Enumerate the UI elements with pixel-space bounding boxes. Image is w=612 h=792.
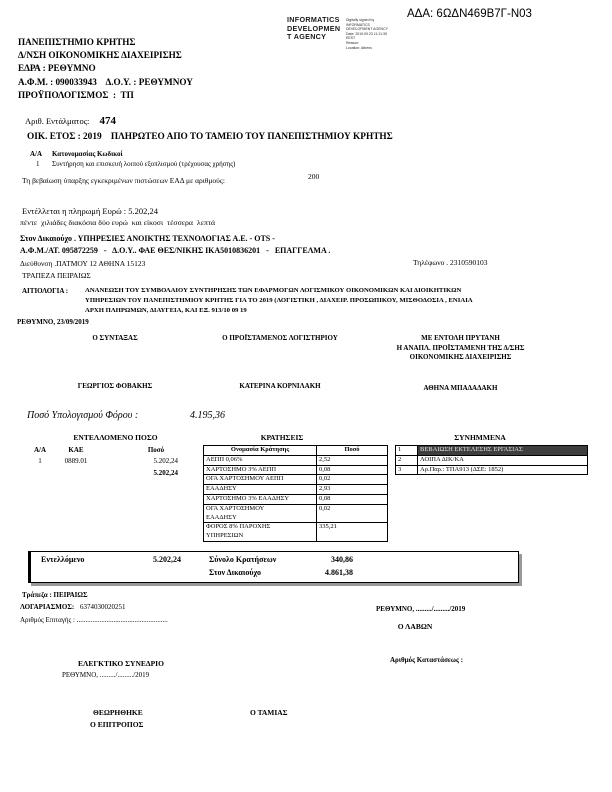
kae-col-aa: Α/Α [30,150,43,158]
signature-title-line: Η ΑΝΑΠΛ. ΠΡΟΪΣΤΑΜΕΝΗ ΤΗΣ Δ/ΣΗΣ [396,343,525,352]
summary-ordered-amount: 5.202,24 [153,555,181,564]
table-row [396,446,588,456]
payment-order-label: Εντέλλεται η πληρωμή Ευρώ : [22,206,127,216]
deduction-amount: 2,52 [317,455,388,465]
deduction-name: ΧΑΡΤΟΣΗΜΟ 3% ΕΑΑΔΗΣΥ [204,494,317,504]
ordered-header-amount: Ποσό [147,446,165,454]
summary-beneficiary-label: Στον Δικαιούχο [209,568,261,577]
org-budget: ΠΡΟΫΠΟΛΟΓΙΣΜΟΣ : ΤΠ [18,89,134,100]
deduction-name: ΧΑΡΤΟΣΗΜΟ 3% ΑΕΠΠ [204,465,317,475]
amount-in-words: πέντε χιλιάδες διακόσια δύο ευρώ και είκοσι τέσσερα λεπτά [20,218,216,227]
stamp-detail-line: DEVELOPMENT AGENCY [346,27,388,32]
justification-label: ΑΙΤΙΟΛΟΓΙΑ : [22,287,69,295]
signature-name-director: ΑΘΗΝΑ ΜΠΑΔΑΔΑΚΗ [423,384,498,392]
signature-title-director [368,334,553,363]
ordered-row-kae: 0889.01 [64,457,88,465]
deductions-header-name: Ονομασία Κράτησης [204,446,317,456]
beneficiary-line: Στον Δικαιούχο . ΥΠΗΡΕΣΙΕΣ ΑΝΟΙΚΤΗΣ ΤΕΧΝΟΛΟΓΙΑΣ Α.Ε. - OTS - [20,234,275,243]
fiscal-year-line: ΟΙΚ. ΕΤΟΣ : 2019 ΠΛΗΡΩΤΕΟ ΑΠΟ ΤΟ ΤΑΜΕΙΟ ΤΟΥ ΠΑΝΕΠΙΣΤΗΜΙΟΥ ΚΡΗΤΗΣ [27,132,393,142]
deduction-amount: 0,08 [317,494,388,504]
credit-number: 200 [308,172,320,181]
org-directorate: Δ/ΝΣΗ ΟΙΚΟΝΟΜΙΚΗΣ ΔΙΑΧΕΙΡΙΣΗΣ [18,50,182,61]
org-seat: ΕΔΡΑ : ΡΕΘΥΜΝΟ [18,63,96,74]
stamp-line: INFORMATICS [287,15,340,24]
section-title-attachments: ΣΥΝΗΜΜΕΝΑ [454,433,506,442]
table-row [396,455,588,465]
signature-name-accounting-head: ΚΑΤΕΡΙΝΑ ΚΟΡΝΙΛΑΚΗ [239,382,321,390]
attachment-aa: 3 [396,465,418,475]
footer-account-label: ΛΟΓΑΡΙΑΣΜΟΣ: [20,603,75,611]
tax-calc-label: Ποσό Υπολογισμού Φόρου : [27,410,139,421]
audit-court-date: ΡΕΘΥΜΝΟ, ........./........./2019 [62,671,150,679]
signature-title-line: ΟΙΚΟΝΟΜΙΚΗΣ ΔΙΑΧΕΙΡΙΣΗΣ [409,353,512,362]
organization-header [18,36,193,102]
stamp-detail-line: EEST [346,36,356,41]
warrant-number-label: Αριθ. Εντάλματος: [25,116,90,126]
credit-confirmation-label: Τη βεβαίωση ύπαρξης εγκεκριμένων πιστώσεων ΕΑΔ με αριθμούς: [22,176,225,185]
ada-label: ΑΔΑ: [407,8,434,20]
summary-deductions-amount: 340,86 [331,555,353,564]
table-row [204,455,388,465]
deduction-name: ΑΕΠΠ 0,06% [204,455,317,465]
justification-line: ΑΝΑΝΕΩΣΗ ΤΟΥ ΣΥΜΒΟΛΑΙΟΥ ΣΥΝΤΗΡΗΣΗΣ ΤΩΝ ΕΦΑΡΜΟΓΩΝ ΛΟΓΙΣΜΙΚΟΥ ΟΙΚΟΝΟΜΙΚΩΝ ΚΑΙ ΔΙΟΙΚΗΤΙΚΩΝ [85,287,462,294]
deduction-name [204,523,317,542]
beneficiary-afm-line: Α.Φ.Μ./ΑΤ. 095872259 - Δ.Ο.Υ.. ΦΑΕ ΘΕΣ/ΝΙΚΗΣ ΙΚΑ5010836201 - ΕΠΑΓΓΕΛΜΑ . [20,246,331,255]
warrant-number-row [25,115,116,127]
warrant-number-value: 474 [99,115,117,127]
justification-line: ΥΠΗΡΕΣΙΩΝ ΤΟΥ ΠΑΝΕΠΙΣΤΗΜΙΟΥ ΚΡΗΤΗΣ ΓΙΑ ΤΟ 2019 (ΛΟΓΙΣΤΙΚΗ , ΔΙΑΧΕΙΡ. ΠΡΟΣΩΠΙΚΟΥ, ΜΙΣΘΟΔΟΣΙΑ , ΕΝΙΑΙΑ [85,297,473,304]
attachment-text: ΒΕΒΑΙΩΣΗ ΕΚΤΕΛΕΣΗΣ ΕΡΓΑΣΙΑΣ [418,446,588,456]
deduction-name-text: ΦΟΡΟΣ 8% ΠΑΡΟΧΗΣ ΥΠΗΡΕΣΙΩΝ [206,523,271,540]
table-row [204,465,388,475]
stamp-detail-line: Reason: [346,40,360,45]
summary-ordered-label: Εντελλόμενο [41,555,85,564]
attachments-table [395,445,588,475]
approved-label: ΘΕΩΡΗΘΗΚΕ [93,708,143,717]
tax-calc-value: 4.195,36 [190,410,225,421]
deductions-header-amount: Ποσό [317,446,388,456]
ordered-header-kae: ΚΑΕ [68,446,84,454]
ordered-header-aa: Α/Α [33,446,47,454]
attachment-aa: 2 [396,455,418,465]
deduction-amount: 0,02 [317,475,388,485]
footer-bank: Τράπεζα : ΠΕΙΡΑΙΩΣ [22,591,88,599]
commissioner-label: Ο ΕΠΙΤΡΟΠΟΣ [90,720,144,729]
footer-cheque-number: Αριθμός Επιταγής : .................................................... [20,616,168,624]
deduction-amount: 0,02 [317,504,388,523]
section-title-ordered-amount: ΕΝΤΕΛΛΟΜΕΝΟ ΠΟΣΟ [73,433,158,442]
justification-text [85,286,530,316]
ordered-total: 5.202,24 [153,469,178,477]
signature-title-line: ΜΕ ΕΝΤΟΛΗ ΠΡΥΤΑΝΗ [421,334,500,342]
deduction-amount: 0,08 [317,465,388,475]
audit-court-title: ΕΛΕΓΚΤΙΚΟ ΣΥΝΕΔΡΙΟ [78,659,164,668]
deduction-name [204,504,317,523]
payment-order-line [22,206,158,216]
table-row [204,523,388,542]
footer-place-date: ΡΕΘΥΜΝΟ, ........./........./2019 [376,605,466,613]
footer-account-number: 6374030020251 [79,603,126,611]
table-row [204,485,388,495]
attachment-aa: 1 [396,446,418,456]
table-row [204,504,388,523]
signature-title-author: Ο ΣΥΝΤΑΞΑΣ [92,334,138,342]
deduction-name: ΕΑΑΔΗΣΥ [204,485,317,495]
org-name: ΠΑΝΕΠΙΣΤΗΜΙΟ ΚΡΗΤΗΣ [18,37,136,47]
kae-row-aa: 1 [36,160,40,168]
stamp-signature-details [346,18,408,50]
kae-row-name: Συντήρηση και επισκευή λοιπού εξοπλισμού (τρέχουσας χρήσης) [52,160,236,168]
issue-place-date: ΡΕΘΥΜΝΟ, 23/09/2019 [17,318,89,326]
beneficiary-bank: ΤΡΑΠΕΖΑ ΠΕΙΡΑΙΩΣ [22,271,91,280]
stamp-line: T AGENCY [287,32,327,42]
summary-deductions-label: Σύνολο Κρατήσεων [209,555,277,564]
ordered-row-aa: 1 [38,457,42,465]
signature-name-author: ΓΕΩΡΓΙΟΣ ΦΟΒΑΚΗΣ [77,382,153,390]
stamp-detail-line: Location: Athens [346,45,372,50]
digital-signature-stamp [287,16,345,42]
ordered-row-amount: 5.202,24 [153,457,178,465]
footer-statements-label: Αριθμός Καταστάσεως : [390,656,464,664]
kae-col-name: Κατονομασίας Κωδικοί [52,150,123,158]
signature-title-accounting-head: Ο ΠΡΟΪΣΤΑΜΕΝΟΣ ΛΟΓΙΣΤΗΡΙΟΥ [222,334,338,342]
ada-value: 6ΩΔΝ469Β7Γ-Ν03 [436,8,532,20]
stamp-line: DEVELOPMEN [287,23,341,33]
footer-receiver: Ο ΛΑΒΩΝ [397,622,433,631]
org-afm-doy: Α.Φ.Μ. : 090033943 Δ.Ο.Υ. : ΡΕΘΥΜΝΟΥ [18,76,193,87]
beneficiary-phone: Τηλέφωνο . 2310590103 [413,258,488,267]
deduction-amount: 2,93 [317,485,388,495]
payment-order-amount: 5.202,24 [128,206,159,216]
deduction-amount: 335,21 [317,523,388,542]
table-row [396,465,588,475]
ada-code [407,8,532,20]
footer-account [20,603,125,611]
table-row [204,494,388,504]
justification-line: ΑΡΧΗ ΠΛΗΡΩΜΩΝ, ΔΙΑΥΓΕΙΑ, ΚΑΙ ΕΞ. 913/10 09 19 [85,307,247,314]
stamp-detail-line: Digitally signed by [346,18,375,22]
deductions-header-row [204,446,388,456]
stamp-detail-line: Date: 2019.09.23 11:11:35 [346,31,387,36]
cashier-label: Ο ΤΑΜΙΑΣ [250,708,288,717]
deduction-name-text: ΟΓΑ ΧΑΡΤΟΣΗΜΟΥ ΕΑΑΔΗΣΥ [206,504,265,521]
summary-beneficiary-amount: 4.861,38 [325,568,353,577]
attachment-text: ΛΟΙΠΑ ΔΙΚ/ΚΑ [418,455,588,465]
beneficiary-address: Διεύθυνση .ΠΑΤΜΟΥ 12 ΑΘΗΝΑ 15123 [20,259,146,268]
deductions-table [203,445,388,542]
attachment-text: Αρ.Παρ.: ΤΠΑ913 (ΔΣΕ: 1852) [418,465,588,475]
stamp-detail-line: INFORMATICS [346,22,370,27]
deduction-name: ΟΓΑ ΧΑΡΤΟΣΗΜΟΥ ΑΕΠΠ [204,475,317,485]
section-title-deductions: ΚΡΑΤΗΣΕΙΣ [260,433,304,442]
totals-summary-box [28,551,519,583]
table-row [204,475,388,485]
